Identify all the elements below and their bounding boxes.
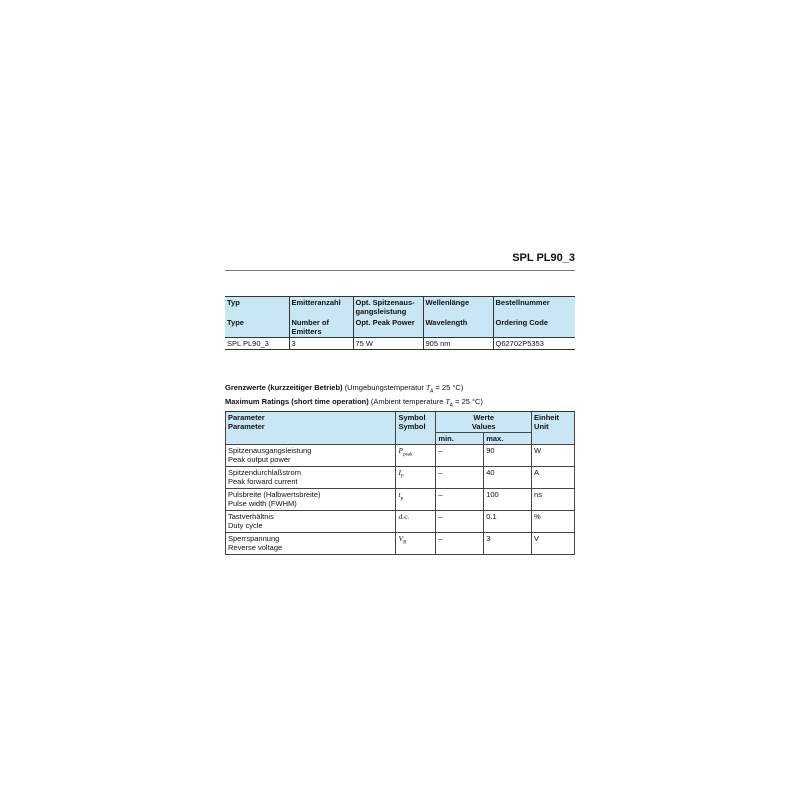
emitters-cell: 3 bbox=[289, 338, 353, 350]
unit-cell: A bbox=[532, 467, 575, 489]
document-title: SPL PL90_3 bbox=[225, 252, 575, 271]
parameter-header-de: Parameter bbox=[228, 413, 265, 422]
symbol-sub: R bbox=[403, 540, 407, 546]
header-cell: Emitteranzahl bbox=[289, 297, 353, 318]
unit-cell: ns bbox=[532, 489, 575, 511]
table-row bbox=[225, 338, 575, 350]
header-cell: Ordering Code bbox=[493, 317, 575, 338]
max-cell: 100 bbox=[484, 489, 532, 511]
unit-cell: V bbox=[532, 533, 575, 555]
values-header-en: Values bbox=[471, 422, 496, 431]
symbol-cell bbox=[396, 489, 436, 511]
max-cell: 0.1 bbox=[484, 511, 532, 533]
unit-header-de: Einheit bbox=[534, 413, 560, 422]
symbol-cell bbox=[396, 445, 436, 467]
parameter-de: Spitzendurchlaßstrom bbox=[228, 468, 301, 477]
type-cell: SPL PL90_3 bbox=[225, 338, 289, 350]
symbol-main: I bbox=[398, 468, 401, 477]
header-cell: Typ bbox=[225, 297, 289, 318]
parameter-cell bbox=[226, 533, 396, 555]
min-header: min. bbox=[436, 433, 484, 445]
parameter-cell bbox=[226, 445, 396, 467]
symbol-main: P bbox=[398, 446, 404, 455]
type-header-en-row bbox=[225, 317, 575, 338]
parameter-header bbox=[226, 412, 396, 445]
symbol-header bbox=[396, 412, 436, 445]
parameter-de: Pulsbreite (Halbwertsbreite) bbox=[228, 490, 321, 499]
caption-de-rest: (Umgebungstemperatur bbox=[344, 383, 424, 392]
unit-cell: % bbox=[532, 511, 575, 533]
header-cell: Wellenlänge bbox=[423, 297, 493, 318]
parameter-en: Peak output power bbox=[228, 455, 291, 464]
symbol-main: d.c. bbox=[398, 512, 410, 521]
parameter-en: Reverse voltage bbox=[228, 543, 283, 552]
header-cell: Type bbox=[225, 317, 289, 338]
caption-de bbox=[225, 383, 575, 397]
values-header-de: Werte bbox=[473, 413, 495, 422]
header-cell: Bestellnummer bbox=[493, 297, 575, 318]
table-row bbox=[226, 445, 575, 467]
min-cell: – bbox=[436, 511, 484, 533]
type-table bbox=[225, 296, 575, 350]
caption-en-bold: Maximum Ratings (short time operation) bbox=[225, 396, 369, 406]
symbol-main: t bbox=[398, 490, 401, 499]
parameter-de: Spitzenausgangsleistung bbox=[228, 446, 312, 455]
min-cell: – bbox=[436, 533, 484, 555]
parameter-en: Duty cycle bbox=[228, 521, 263, 530]
min-cell: – bbox=[436, 467, 484, 489]
parameter-de: Tastverhältnis bbox=[228, 512, 274, 521]
temp-value: = 25 °C) bbox=[455, 396, 483, 406]
temp-symbol: T bbox=[445, 396, 450, 406]
datasheet bbox=[225, 252, 575, 555]
caption-en bbox=[225, 397, 575, 411]
unit-header-en: Unit bbox=[534, 422, 549, 431]
symbol-sub: peak bbox=[403, 452, 413, 458]
parameter-de: Sperrspannung bbox=[228, 534, 280, 543]
type-header-de-row bbox=[225, 297, 575, 318]
header-cell: Number of Emitters bbox=[289, 317, 353, 338]
temp-value: = 25 °C) bbox=[435, 383, 464, 392]
unit-header bbox=[532, 412, 575, 445]
table-row bbox=[226, 467, 575, 489]
header-cell: Opt. Spitzenaus-gangsleistung bbox=[353, 297, 423, 318]
table-row bbox=[226, 533, 575, 555]
parameter-en: Peak forward current bbox=[228, 477, 298, 486]
symbol-header-de: Symbol bbox=[398, 413, 426, 422]
symbol-header-en: Symbol bbox=[398, 422, 426, 431]
peak-power-cell: 75 W bbox=[353, 338, 423, 350]
table-row bbox=[226, 489, 575, 511]
temp-sub: A bbox=[430, 388, 434, 395]
caption-de-bold: Grenzwerte (kurzzeitiger Betrieb) bbox=[225, 383, 343, 392]
parameter-cell bbox=[226, 467, 396, 489]
caption-en-rest: (Ambient temperature bbox=[370, 396, 444, 406]
parameter-cell bbox=[226, 511, 396, 533]
min-cell: – bbox=[436, 445, 484, 467]
temp-sub: A bbox=[449, 402, 454, 408]
symbol-main: V bbox=[398, 534, 404, 543]
header-cell: Opt. Peak Power bbox=[353, 317, 423, 338]
wavelength-cell: 905 nm bbox=[423, 338, 493, 350]
symbol-cell bbox=[396, 511, 436, 533]
parameter-cell bbox=[226, 489, 396, 511]
ratings-header-row bbox=[226, 412, 575, 433]
symbol-cell bbox=[396, 467, 436, 489]
header-cell: Wavelength bbox=[423, 317, 493, 338]
max-cell: 90 bbox=[484, 445, 532, 467]
max-cell: 40 bbox=[484, 467, 532, 489]
ratings-table bbox=[225, 411, 575, 555]
ordering-code-cell: Q62702P5353 bbox=[493, 338, 575, 350]
max-cell: 3 bbox=[484, 533, 532, 555]
parameter-en: Pulse width (FWHM) bbox=[228, 499, 297, 508]
values-header bbox=[436, 412, 532, 433]
min-cell: – bbox=[436, 489, 484, 511]
symbol-cell bbox=[396, 533, 436, 555]
ratings-caption bbox=[225, 383, 575, 410]
max-header: max. bbox=[484, 433, 532, 445]
temp-symbol: T bbox=[425, 383, 431, 392]
table-row bbox=[226, 511, 575, 533]
parameter-header-en: Parameter bbox=[228, 422, 265, 431]
symbol-sub: p bbox=[400, 496, 404, 502]
symbol-sub: F bbox=[400, 474, 404, 480]
unit-cell: W bbox=[532, 445, 575, 467]
